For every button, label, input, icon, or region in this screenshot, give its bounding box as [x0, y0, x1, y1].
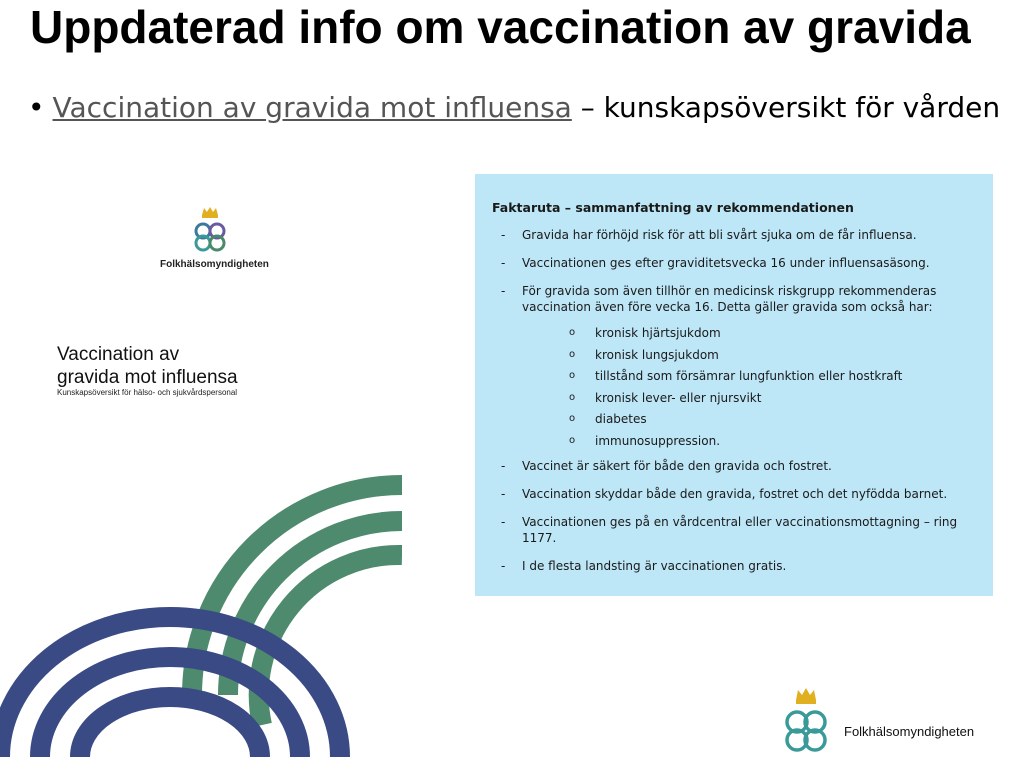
risk-group-item: [492, 411, 979, 427]
dash-marker: -: [501, 486, 506, 501]
risk-group-item-text: kronisk lungsjukdom: [595, 347, 719, 362]
folkhalsomyndigheten-logo-icon: [187, 205, 233, 253]
dash-marker: -: [501, 558, 506, 573]
risk-group-item: [492, 368, 979, 384]
risk-group-item-text: immunosuppression.: [595, 433, 721, 448]
faktaruta-list-after: [492, 458, 979, 574]
faktaruta-item-text: Vaccination skyddar både den gravida, fostret och det nyfödda barnet.: [522, 486, 948, 501]
vaccination-guide-link[interactable]: Vaccination av gravida mot influensa: [52, 91, 572, 124]
risk-group-item-text: kronisk hjärtsjukdom: [595, 326, 721, 340]
sub-marker: o: [569, 413, 576, 425]
faktaruta-item: [492, 283, 979, 315]
slide-title: Uppdaterad info om vaccination av gravida: [30, 1, 971, 53]
faktaruta-item: [492, 486, 979, 502]
dash-marker: -: [501, 228, 506, 242]
dash-marker: -: [501, 514, 506, 529]
faktaruta-item: [492, 255, 979, 271]
bullet-line: [28, 90, 1000, 126]
sub-marker: o: [569, 327, 576, 338]
faktaruta-item: [492, 458, 979, 474]
faktaruta-item-text: Vaccinationen ges efter graviditetsvecka 16 under influensasäsong.: [522, 256, 930, 270]
risk-group-item-text: kronisk lever- eller njursvikt: [595, 390, 762, 405]
risk-group-item: [492, 433, 979, 449]
cover-title: [57, 343, 238, 389]
sub-marker: o: [569, 370, 576, 382]
bullet-rest-text: – kunskapsöversikt för vården: [571, 91, 1001, 124]
faktaruta-item: [492, 514, 979, 546]
risk-group-item-text: tillstånd som försämrar lungfunktion eller hostkraft: [595, 369, 903, 384]
faktaruta-item-text: Gravida har förhöjd risk för att bli svårt sjuka om de får influensa.: [522, 228, 917, 242]
cover-title-line1: Vaccination av: [57, 344, 180, 365]
faktaruta-item-text: I de flesta landsting är vaccinationen gratis.: [522, 558, 787, 573]
risk-group-item: [492, 325, 979, 341]
faktaruta-item-text: För gravida som även tillhör en medicinsk riskgrupp rekommenderas vaccination även före vecka 16. Detta gäller gravida som också har:: [522, 284, 937, 314]
cover-logo-name: Folkhälsomyndigheten: [160, 259, 269, 270]
cover-logo: [160, 205, 269, 270]
risk-group-item: [492, 347, 979, 363]
cover-subtitle: Kunskapsöversikt för hälso- och sjukvårdspersonal: [57, 388, 238, 397]
dash-marker: -: [501, 458, 506, 473]
risk-group-item: [492, 390, 979, 406]
cover-title-line2: gravida mot influensa: [57, 367, 238, 388]
dash-marker: -: [501, 284, 506, 298]
risk-group-list: [492, 325, 979, 449]
faktaruta-item: [492, 227, 979, 243]
sub-marker: o: [569, 434, 576, 446]
faktaruta-item-text: Vaccinet är säkert för både den gravida och fostret.: [522, 458, 832, 473]
faktaruta-list-before: [492, 227, 979, 315]
faktaruta-item: [492, 558, 979, 574]
footer-logo-name: Folkhälsomyndigheten: [844, 724, 975, 739]
report-cover-image: [0, 165, 402, 757]
faktaruta-heading: Faktaruta – sammanfattning av rekommendationen: [492, 200, 854, 215]
bullet-marker: •: [28, 91, 45, 124]
footer-logo-icon: [775, 686, 1015, 756]
faktaruta-box: [475, 174, 993, 596]
risk-group-item-text: diabetes: [595, 412, 647, 427]
sub-marker: o: [569, 391, 576, 403]
dash-marker: -: [501, 256, 506, 270]
sub-marker: o: [569, 348, 576, 360]
faktaruta-item-text: Vaccinationen ges på en vårdcentral eller vaccinationsmottagning – ring 1177.: [522, 514, 958, 545]
